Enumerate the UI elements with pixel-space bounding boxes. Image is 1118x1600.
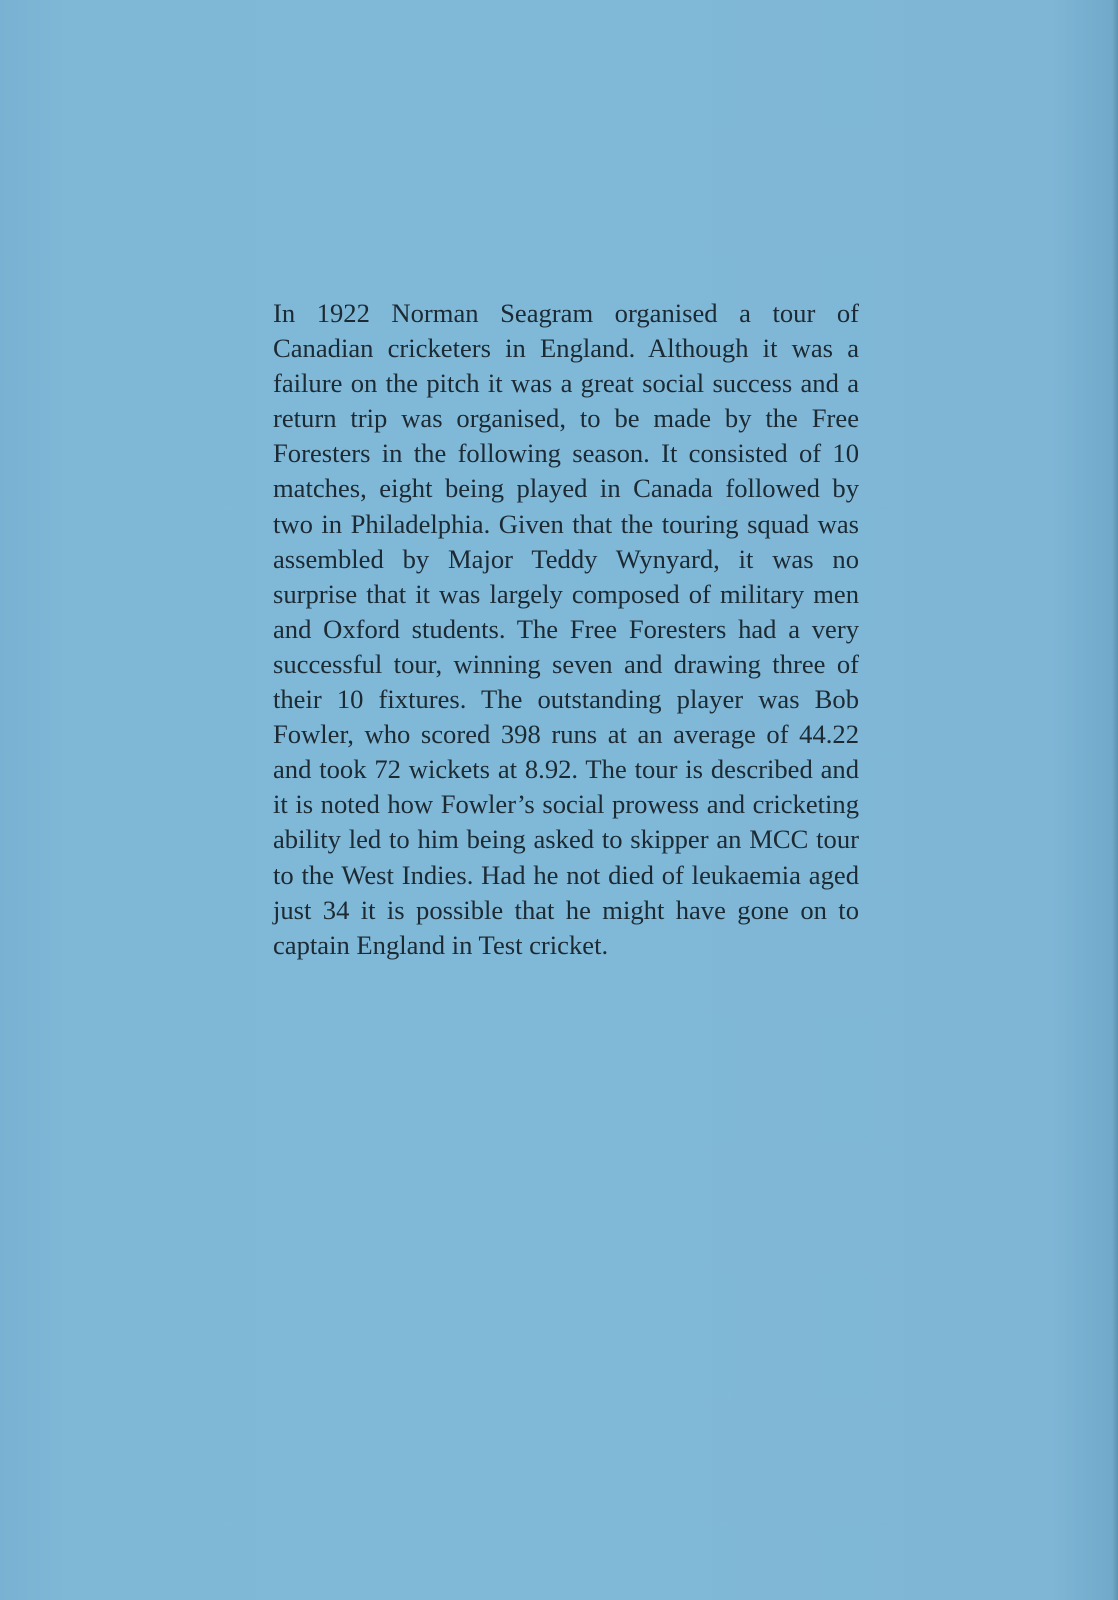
blurb-paragraph: In 1922 Norman Seagram organised a tour of Canadian cricketers in England. Although it was a failure on the pitch it was a great social success and a return trip was organised, to be made by the Free Foresters in the following season. It consisted of 10 matches, eight being played in Canada followed by two in Philadelphia. Given that the touring squad was assembled by Major Teddy Wynyard, it was no surprise that it was largely composed of military men and Oxford students. The Free Foresters had a very successful tour, winning seven and drawing three of their 10 fixtures. The outstanding player was Bob Fowler, who scored 398 runs at an average of 44.22 and took 72 wickets at 8.92. The tour is described and it is noted how Fowler’s social prowess and cricketing ability led to him being asked to skipper an MCC tour to the West Indies. Had he not died of leukaemia aged just 34 it is possible that he might have gone on to captain England in Test cricket. (273, 298, 859, 960)
cover-edge-shadow (1112, 0, 1118, 1600)
